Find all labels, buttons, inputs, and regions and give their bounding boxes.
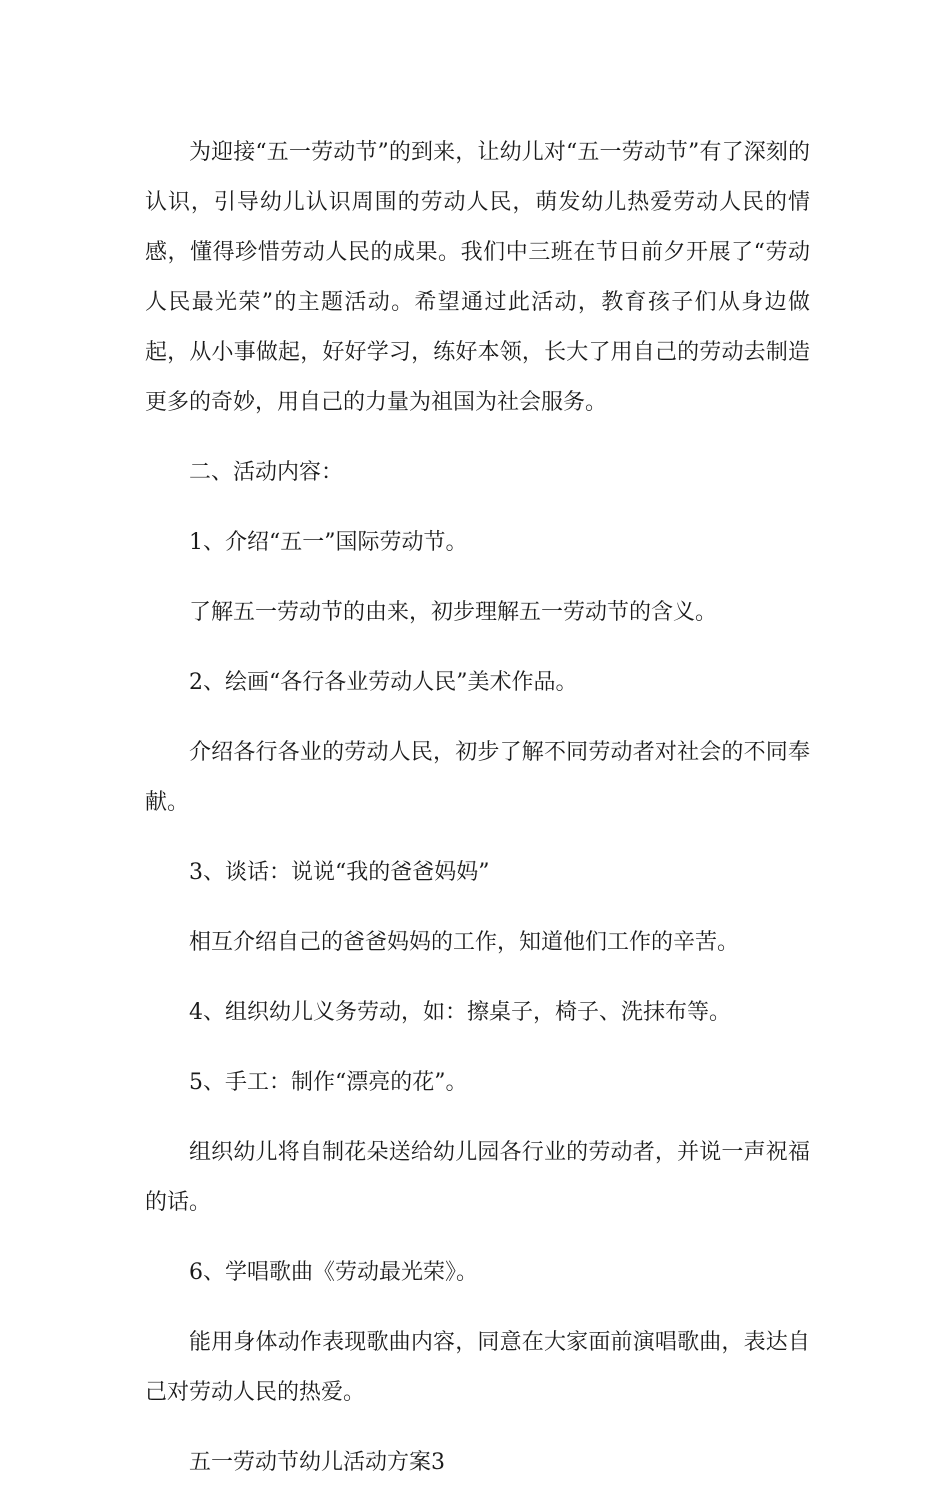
list-item: 5、手工：制作“漂亮的花”。 (189, 1070, 468, 1095)
list-item: 4、组织幼儿义务劳动，如：擦桌子，椅子、洗抹布等。 (189, 1000, 731, 1025)
list-item-description: 介绍各行各业的劳动人民，初步了解不同劳动者对社会的不同奉献。 (145, 740, 810, 815)
list-item: 6、学唱歌曲《劳动最光荣》。 (189, 1260, 478, 1285)
list-item: 3、谈话：说说“我的爸爸妈妈” (189, 860, 490, 885)
intro-paragraph: 为迎接“五一劳动节”的到来，让幼儿对“五一劳动节”有了深刻的认识，引导幼儿认识周围的劳动人民，萌发幼儿热爱劳动人民的情感，懂得珍惜劳动人民的成果。我们中三班在节日前夕开展了“劳动人民最光荣”的主题活动。希望通过此活动，教育孩子们从身边做起，从小事做起，好好学习，练好本领，长大了用自己的劳动去制造更多的奇妙，用自己的力量为祖国为社会服务。 (145, 140, 810, 415)
list-item-description: 能用身体动作表现歌曲内容，同意在大家面前演唱歌曲，表达自己对劳动人民的热爱。 (145, 1330, 810, 1405)
list-item-description: 相互介绍自己的爸爸妈妈的工作，知道他们工作的辛苦。 (189, 930, 740, 955)
document-body (145, 128, 810, 1508)
list-item: 2、绘画“各行各业劳动人民”美术作品。 (189, 670, 578, 695)
next-section-title: 五一劳动节幼儿活动方案3 (189, 1450, 445, 1475)
list-item: 1、介绍“五一”国际劳动节。 (189, 530, 468, 555)
list-item-description: 组织幼儿将自制花朵送给幼儿园各行业的劳动者，并说一声祝福的话。 (145, 1140, 810, 1215)
list-item-description: 了解五一劳动节的由来，初步理解五一劳动节的含义。 (189, 600, 718, 625)
section-heading: 二、活动内容： (189, 460, 344, 485)
